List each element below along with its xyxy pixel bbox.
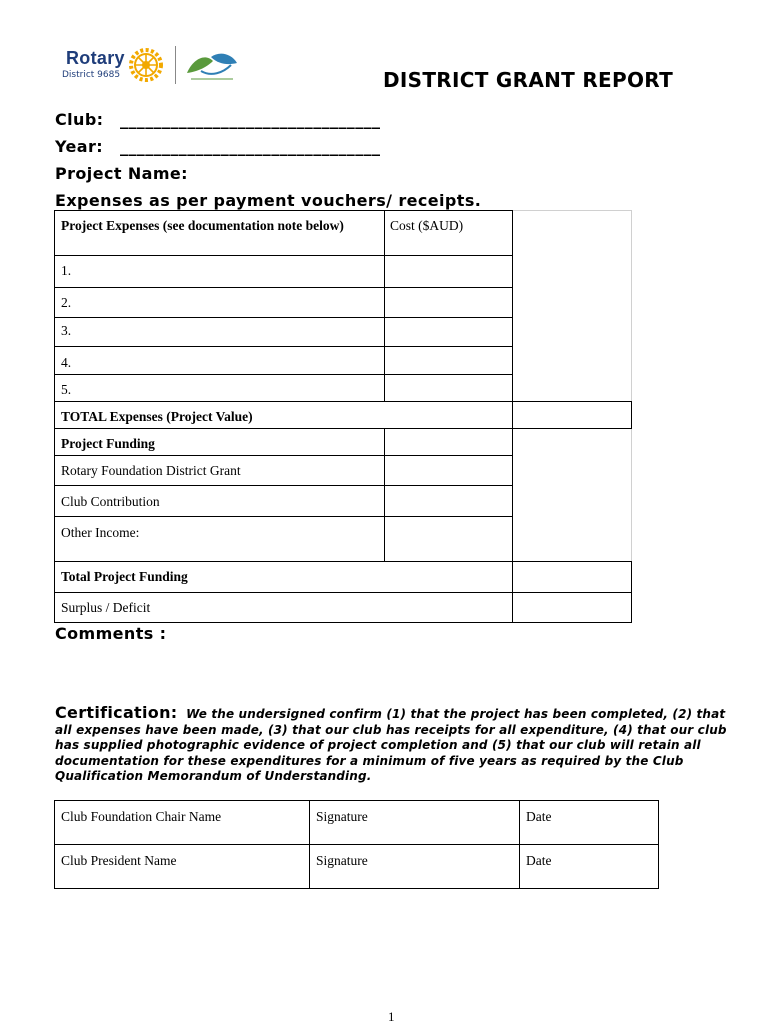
expense-row-3: 3. xyxy=(61,323,72,338)
sig-row-1-name: Club Foundation Chair Name xyxy=(61,809,222,824)
club-label: Club: xyxy=(55,110,104,129)
comments-label: Comments : xyxy=(55,624,167,643)
club-input-line[interactable]: _______________________________ xyxy=(120,110,381,129)
certification-text: We the undersigned confirm (1) that the project has been completed, (2) that all expenses have been made, (3) that our club has receipts for all expenditure, (4) that our club has supplied photographic evidence of project completion and (5) that our club will retain all documentation for these expenditures for a minimum of five years as required by the Club Qualification Memorandum of Understanding. xyxy=(55,707,727,783)
rotary-wheel-icon xyxy=(128,47,164,83)
surplus-deficit-label: Surplus / Deficit xyxy=(61,600,151,615)
partner-logo-icon xyxy=(183,47,241,85)
certification-heading: Certification: xyxy=(55,703,178,722)
sig-row-1-signature: Signature xyxy=(316,809,368,824)
total-expenses-label: TOTAL Expenses (Project Value) xyxy=(61,409,253,424)
page-title: DISTRICT GRANT REPORT xyxy=(383,68,674,92)
expense-row-1: 1. xyxy=(61,263,72,278)
sig-row-2-date: Date xyxy=(526,853,552,868)
district-logo-text: District 9685 xyxy=(62,70,121,80)
project-funding-header: Project Funding xyxy=(61,436,155,451)
project-name-label: Project Name: xyxy=(55,164,188,183)
expenses-heading: Expenses as per payment vouchers/ receipts. xyxy=(55,191,482,210)
total-funding-label: Total Project Funding xyxy=(61,569,188,584)
col-header-expenses: Project Expenses (see documentation note below) xyxy=(61,218,344,233)
sig-row-2-name: Club President Name xyxy=(61,853,177,868)
rotary-logo-text: Rotary xyxy=(66,48,125,68)
certification-block xyxy=(55,705,745,785)
expense-row-2: 2. xyxy=(61,295,72,310)
sig-row-2-signature: Signature xyxy=(316,853,368,868)
funding-row-club-contribution: Club Contribution xyxy=(61,494,160,509)
year-input-line[interactable]: _______________________________ xyxy=(120,137,381,156)
funding-row-other-income: Other Income: xyxy=(61,525,140,540)
expense-row-4: 4. xyxy=(61,355,72,370)
funding-row-district-grant: Rotary Foundation District Grant xyxy=(61,463,241,478)
year-label: Year: xyxy=(55,137,104,156)
col-header-cost: Cost ($AUD) xyxy=(390,218,464,233)
sig-row-1-date: Date xyxy=(526,809,552,824)
logo-divider xyxy=(175,46,176,84)
page-number: 1 xyxy=(388,1009,395,1024)
expense-row-5: 5. xyxy=(61,382,72,397)
